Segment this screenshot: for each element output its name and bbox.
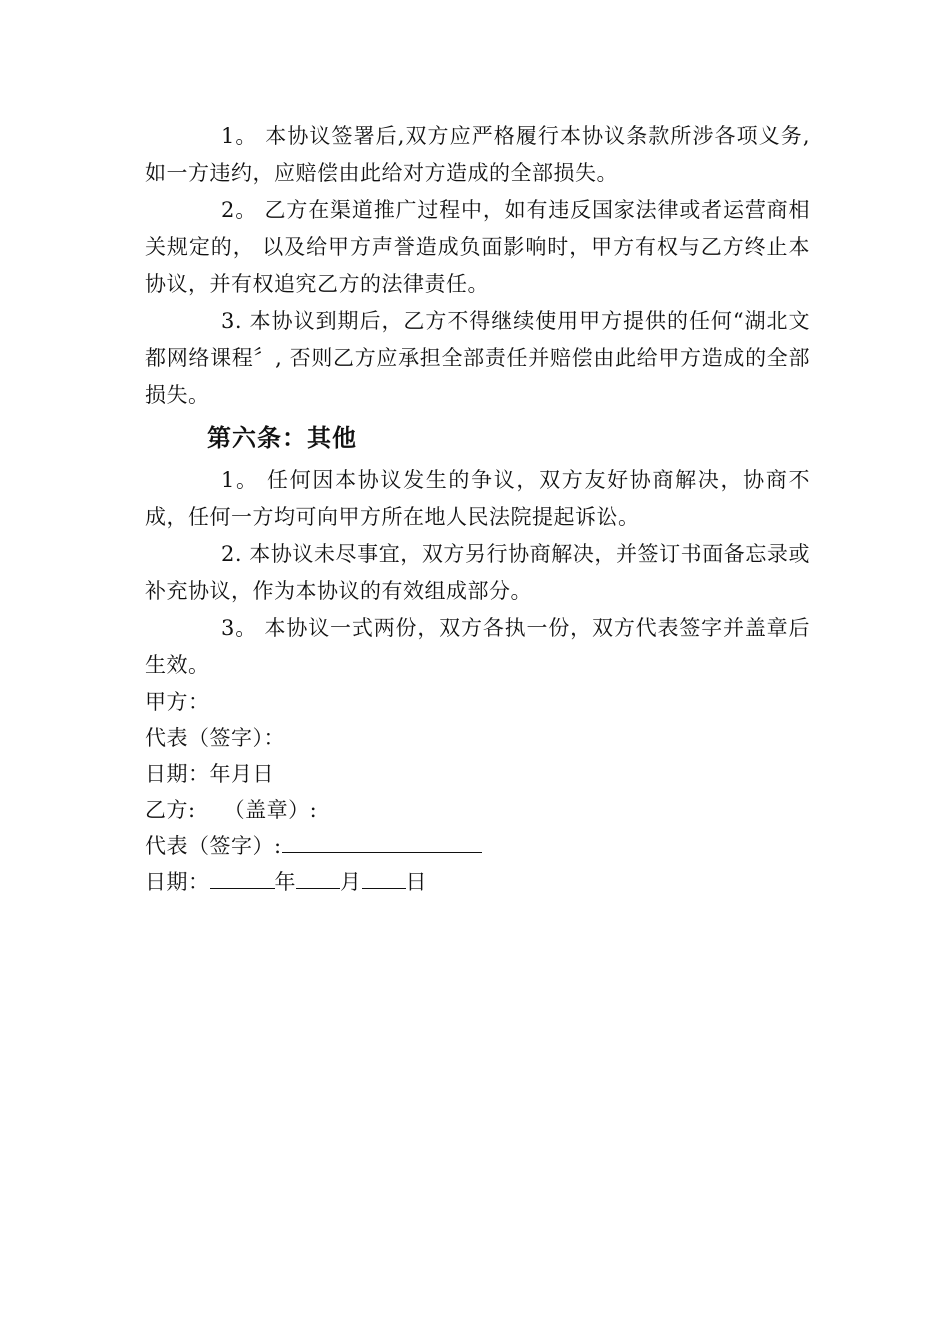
party-b-date-line — [145, 864, 810, 900]
party-a-label: 甲方： — [145, 690, 210, 714]
article6-clause-1: 1。 任何因本协议发生的争议，双方友好协商解决，协商不成，任何一方均可向甲方所在地人民法院提起诉讼。 — [145, 468, 810, 529]
party-a-date: 日期：年月日 — [145, 762, 274, 786]
party-b-line — [145, 792, 810, 828]
signature-blank — [282, 832, 482, 853]
party-b-label: 乙方: — [145, 798, 196, 822]
signature-block — [145, 684, 810, 900]
article6-clause-3: 3。 本协议一式两份，双方各执一份，双方代表签字并盖章后生效。 — [145, 616, 810, 677]
day-blank — [362, 868, 406, 889]
party-b-representative: 代表（签字）: — [145, 834, 282, 858]
article5-clause-1: 1。 本协议签署后,双方应严格履行本协议条款所涉各项义务,如一方违约，应赔偿由此给对方造成的全部损失。 — [145, 124, 810, 185]
article5-clause-2: 2。 乙方在渠道推广过程中，如有违反国家法律或者运营商相关规定的， 以及给甲方声誉造成负面影响时，甲方有权与乙方终止本协议，并有权追究乙方的法律责任。 — [145, 198, 810, 296]
document-page — [145, 118, 810, 900]
article6-title: 第六条：其他 — [207, 424, 357, 452]
month-blank — [296, 868, 340, 889]
article5-clause-3: 3. 本协议到期后，乙方不得继续使用甲方提供的任何“湖北文都网络课程〞, 否则乙方应承担全部责任并赔偿由此给甲方造成的全部损失。 — [145, 309, 810, 407]
year-blank — [210, 868, 275, 889]
article6-clause-2: 2. 本协议未尽事宜，双方另行协商解决，并签订书面备忘录或补充协议，作为本协议的有效组成部分。 — [145, 542, 810, 603]
party-b-date-label: 日期： — [145, 870, 210, 894]
year-label: 年 — [274, 870, 296, 894]
party-a-representative: 代表（签字）： — [145, 726, 285, 750]
party-b-seal: （盖章）: — [223, 798, 318, 822]
month-label: 月 — [340, 870, 362, 894]
day-label: 日 — [405, 870, 427, 894]
party-b-representative-line — [145, 828, 810, 864]
